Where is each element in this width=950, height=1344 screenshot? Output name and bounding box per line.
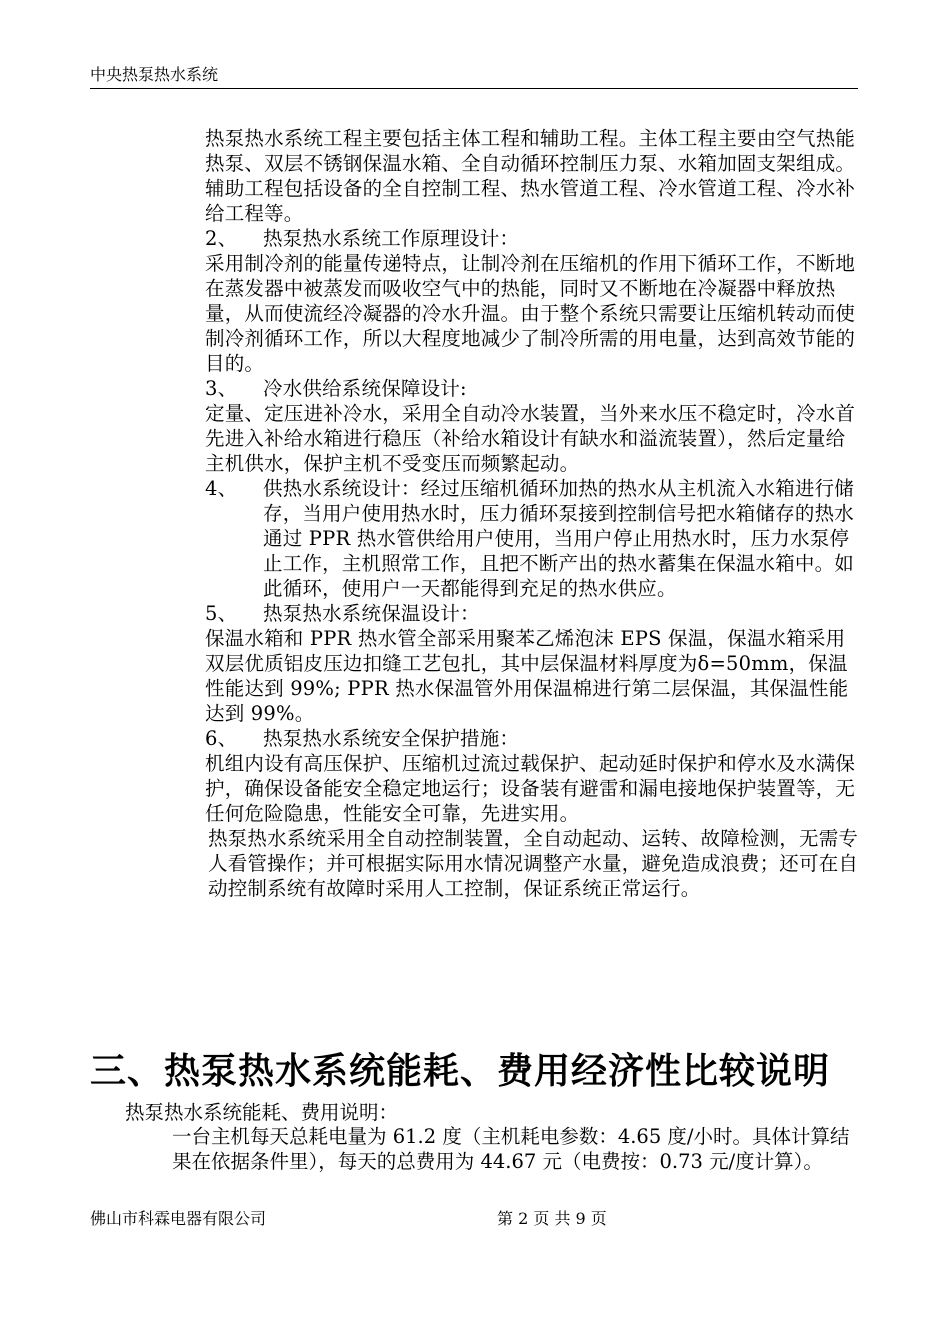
section-heading: 三、热泵热水系统能耗、费用经济性比较说明 [90,1051,831,1092]
item-title: 热泵热水系统安全保护措施： [263,727,520,750]
item-title: 热泵热水系统工作原理设计： [263,227,520,250]
section-subheading: 热泵热水系统能耗、费用说明： [125,1101,399,1124]
item-title: 冷水供给系统保障设计: [263,377,467,400]
item-number: 4、 [205,477,238,500]
list-item-3 [205,376,860,401]
list-item-6 [205,726,860,751]
page-header [90,64,858,89]
document-body [205,126,860,901]
item5-body: 保温水箱和 PPR 热水管全部采用聚苯乙烯泡沫 EPS 保温，保温水箱采用双层优质铝皮压边扣缝工艺包扎，其中层保温材料厚度为δ=50mm，保温性能达到 99%; PPR 热水保温管外用保温棉进行第二层保温，其保温性能达到 99%。 [205,627,849,725]
closing-paragraph: 热泵热水系统采用全自动控制装置，全自动起动、运转、故障检测，无需专人看管操作；并可根据实际用水情况调整产水量，避免造成浪费；还可在自动控制系统有故障时采用人工控制，保证系统正常运行。 [208,827,859,900]
item2-body: 采用制冷剂的能量传递特点，让制冷剂在压缩机的作用下循环工作，不断地在蒸发器中被蒸发而吸收空气中的热能，同时又不断地在冷凝器中释放热量，从而使流经冷凝器的冷水升温。由于整个系统只需要让压缩机转动而使制冷剂循环工作，所以大程度地减少了制冷所需的用电量，达到高效节能的目的。 [205,252,856,375]
list-item-4 [205,476,860,601]
footer-page-number: 第 2 页 共 9 页 [497,1209,607,1228]
intro-paragraph: 热泵热水系统工程主要包括主体工程和辅助工程。主体工程主要由空气热能热泵、双层不锈钢保温水箱、全自动循环控制压力泵、水箱加固支架组成。辅助工程包括设备的全自控制工程、热水管道工程、冷水管道工程、冷水补给工程等。 [205,127,856,225]
section-body: 一台主机每天总耗电量为 61.2 度（主机耗电参数：4.65 度/小时。具体计算结果在依据条件里），每天的总费用为 44.67 元（电费按：0.73 元/度计算）。 [172,1125,850,1173]
item-title: 热泵热水系统保温设计： [263,602,480,625]
item3-body: 定量、定压进补冷水，采用全自动冷水装置，当外来水压不稳定时，冷水首先进入补给水箱进行稳压（补给水箱设计有缺水和溢流装置），然后定量给主机供水，保护主机不受变压而频繁起动。 [205,402,856,475]
header-title: 中央热泵热水系统 [90,65,219,84]
item-number: 2、 [205,227,238,250]
item4-body: 供热水系统设计：经过压缩机循环加热的热水从主机流入水箱进行储存，当用户使用热水时，压力循环泵接到控制信号把水箱储存的热水通过 PPR 热水管供给用户使用，当用户停止用热水时，压力水泵停止工作，主机照常工作，且把不断产出的热水蓄集在保温水箱中。如此循环，使用户一天都能得到充足的热水供应。 [263,477,855,600]
item-number: 6、 [205,727,238,750]
list-item-2 [205,226,860,251]
list-item-5 [205,601,860,626]
item-number: 5、 [205,602,238,625]
footer-company: 佛山市科霖电器有限公司 [90,1209,267,1228]
item-number: 3、 [205,377,238,400]
item6-body: 机组内设有高压保护、压缩机过流过载保护、起动延时保护和停水及水满保护，确保设备能安全稳定地运行；设备装有避雷和漏电接地保护装置等，无任何危险隐患，性能安全可靠，先进实用。 [205,752,856,825]
